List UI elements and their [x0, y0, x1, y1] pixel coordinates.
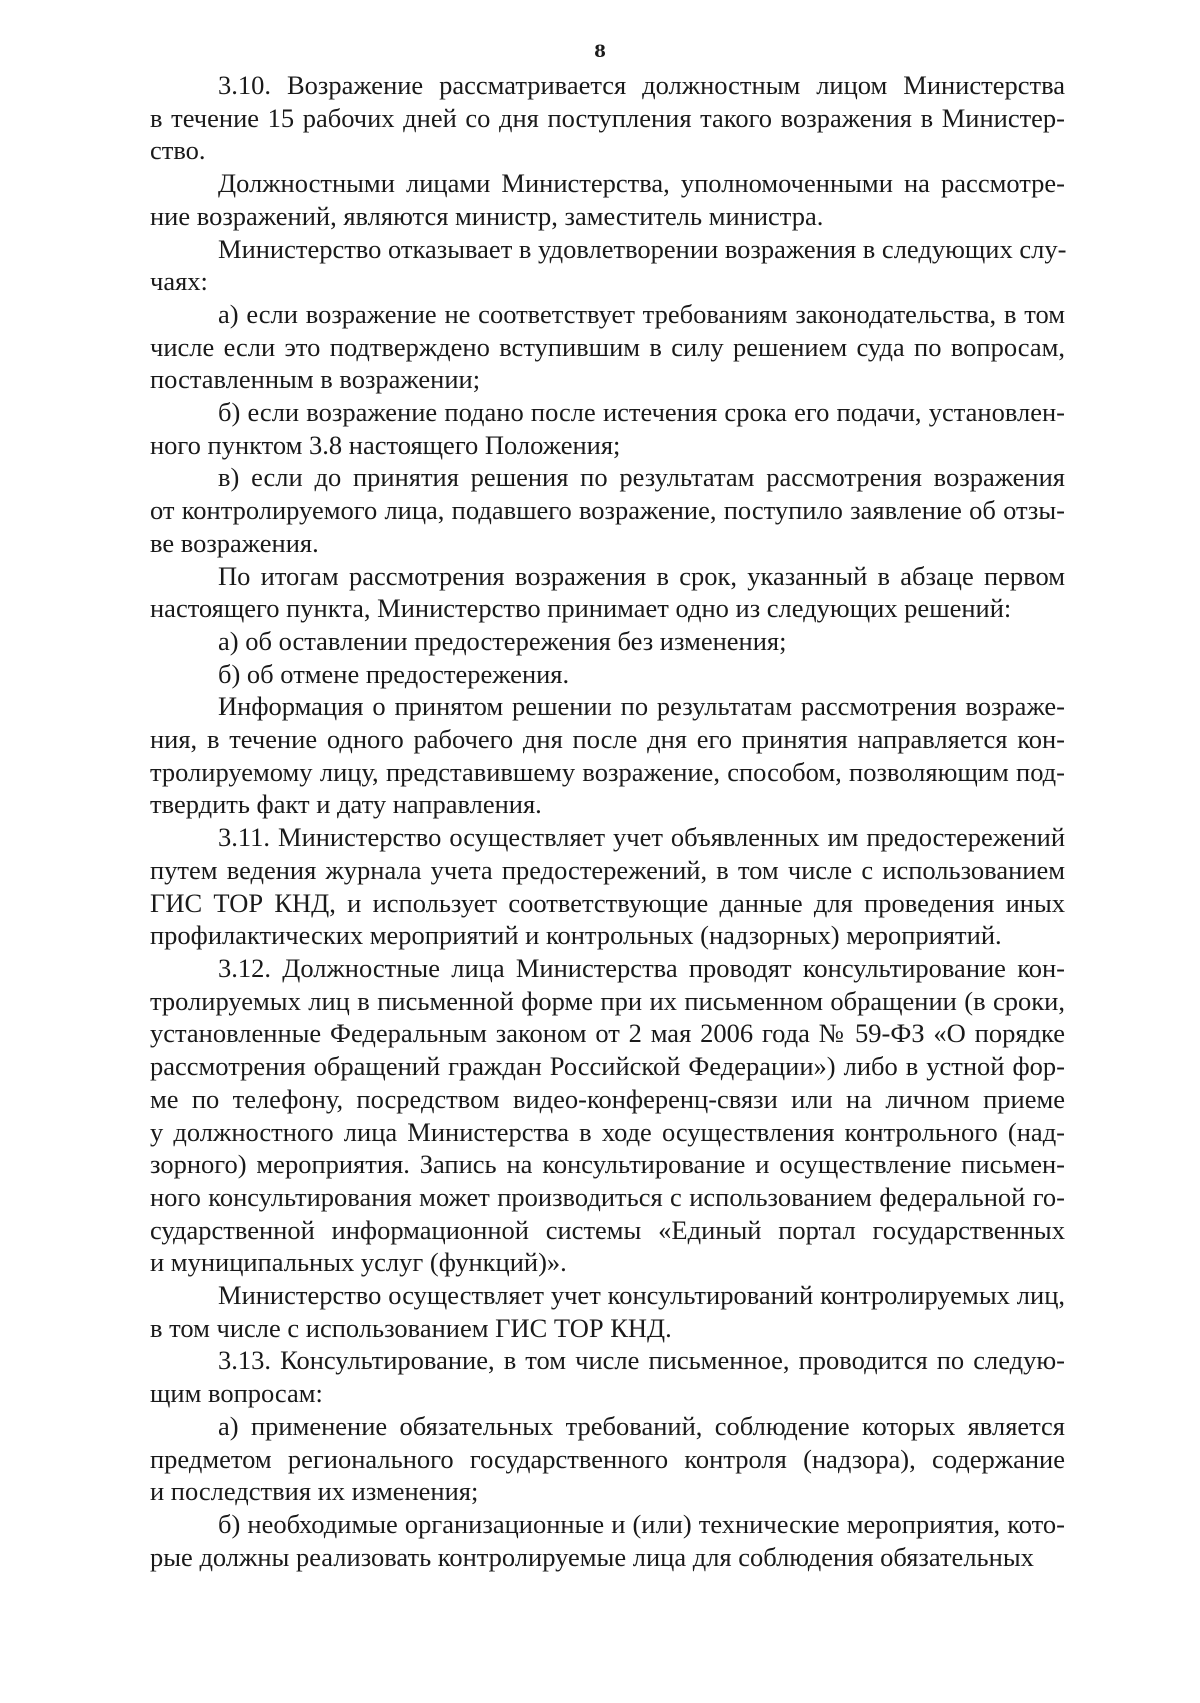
text-line: 3.11. Министерство осуществляет учет объявленных им предостережений [218, 822, 1065, 853]
text-line: б) об отмене предостережения. [218, 658, 570, 689]
text-line: ного пунктом 3.8 настоящего Положения; [150, 429, 621, 460]
text-line: числе если это подтверждено вступившим в силу решением суда по вопросам, [150, 331, 1065, 362]
text-line: в течение 15 рабочих дней со дня поступления такого возражения в Министер- [150, 102, 1065, 133]
text-line: Министерство осуществляет учет консультирований контролируемых лиц, [218, 1280, 1065, 1311]
text-line: рассмотрения обращений граждан Российской Федерации») либо в устной фор- [150, 1051, 1065, 1082]
text-line: а) применение обязательных требований, соблюдение которых является [218, 1410, 1065, 1441]
text-line: рые должны реализовать контролируемые лица для соблюдения обязательных [150, 1541, 1034, 1572]
text-line: путем ведения журнала учета предостережений, в том числе с использованием [150, 854, 1065, 885]
text-line: твердить факт и дату направления. [150, 789, 542, 820]
text-line: тролируемому лицу, представившему возражение, способом, позволяющим под- [150, 756, 1065, 787]
paragraph-p-results [150, 560, 1065, 625]
text-line: Министерство отказывает в удовлетворении возражения в следующих слу- [218, 233, 1067, 264]
paragraph-p-refusal-b [150, 396, 1065, 461]
text-line: зорного) мероприятия. Запись на консультирование и осуществление письмен- [150, 1149, 1065, 1180]
text-line: установленные Федеральным законом от 2 мая 2006 года № 59-ФЗ «О порядке [150, 1018, 1065, 1049]
paragraph-p-results-a [150, 625, 1065, 658]
text-line: предметом регионального государственного контроля (надзора), содержание [150, 1443, 1065, 1474]
text-line: 3.12. Должностные лица Министерства проводят консультирование кон- [218, 952, 1065, 983]
paragraph-p-refusal [150, 233, 1065, 298]
text-line: настоящего пункта, Министерство принимает одно из следующих решений: [150, 593, 1012, 624]
text-line: ство. [150, 135, 206, 166]
paragraph-p-3-13 [150, 1344, 1065, 1409]
text-line: Должностными лицами Министерства, уполномоченными на рассмотре- [218, 168, 1065, 199]
text-line: сударственной информационной системы «Единый портал государственных [150, 1214, 1065, 1245]
text-line: ГИС ТОР КНД, и использует соответствующие данные для проведения иных [150, 887, 1065, 918]
text-line: ме по телефону, посредством видео-конференц-связи или на личном приеме [150, 1083, 1065, 1114]
paragraph-p-refusal-v [150, 461, 1065, 559]
page-number: 8 [594, 42, 606, 62]
paragraph-p-3-13-b [150, 1508, 1065, 1573]
text-line: По итогам рассмотрения возражения в срок, указанный в абзаце первом [218, 560, 1065, 591]
text-line: от контролируемого лица, подавшего возражение, поступило заявление об отзы- [150, 495, 1065, 526]
paragraph-p-officials [150, 167, 1065, 232]
text-line: чаях: [150, 266, 208, 297]
text-line: у должностного лица Министерства в ходе осуществления контрольного (над- [150, 1116, 1065, 1147]
text-line: и муниципальных услуг (функций)». [150, 1247, 567, 1278]
document-body [150, 69, 1065, 1573]
text-line: и последствия их изменения; [150, 1476, 479, 1507]
text-line: профилактических мероприятий и контрольных (надзорных) мероприятий. [150, 920, 1002, 951]
paragraph-p-3-13-a [150, 1410, 1065, 1508]
paragraph-p-3-10 [150, 69, 1065, 167]
text-line: ния, в течение одного рабочего дня после дня его принятия направляется кон- [150, 724, 1065, 755]
text-line: б) необходимые организационные и (или) технические мероприятия, кото- [218, 1508, 1065, 1539]
text-line: щим вопросам: [150, 1378, 323, 1409]
text-line: 3.10. Возражение рассматривается должностным лицом Министерства [218, 70, 1065, 100]
text-line: поставленным в возражении; [150, 364, 481, 395]
text-line: ве возражения. [150, 527, 319, 558]
paragraph-p-accounting [150, 1279, 1065, 1344]
text-line: Информация о принятом решении по результатам рассмотрения возраже- [218, 691, 1065, 722]
paragraph-p-results-b [150, 658, 1065, 691]
text-line: тролируемых лиц в письменной форме при их письменном обращении (в сроки, [150, 985, 1065, 1016]
text-line: а) если возражение не соответствует требованиям законодательства, в том [218, 298, 1065, 329]
paragraph-p-refusal-a [150, 298, 1065, 396]
text-line: в том числе с использованием ГИС ТОР КНД. [150, 1312, 672, 1343]
text-line: ного консультирования может производиться с использованием федеральной го- [150, 1181, 1065, 1212]
paragraph-p-3-11 [150, 821, 1065, 952]
text-line: а) об оставлении предостережения без изменения; [218, 625, 787, 656]
text-line: б) если возражение подано после истечения срока его подачи, установлен- [218, 397, 1065, 428]
text-line: в) если до принятия решения по результатам рассмотрения возражения [218, 462, 1065, 493]
paragraph-p-3-12 [150, 952, 1065, 1279]
text-line: ние возражений, являются министр, заместитель министра. [150, 200, 824, 231]
paragraph-p-information [150, 690, 1065, 821]
text-line: 3.13. Консультирование, в том числе письменное, проводится по следую- [218, 1345, 1065, 1376]
